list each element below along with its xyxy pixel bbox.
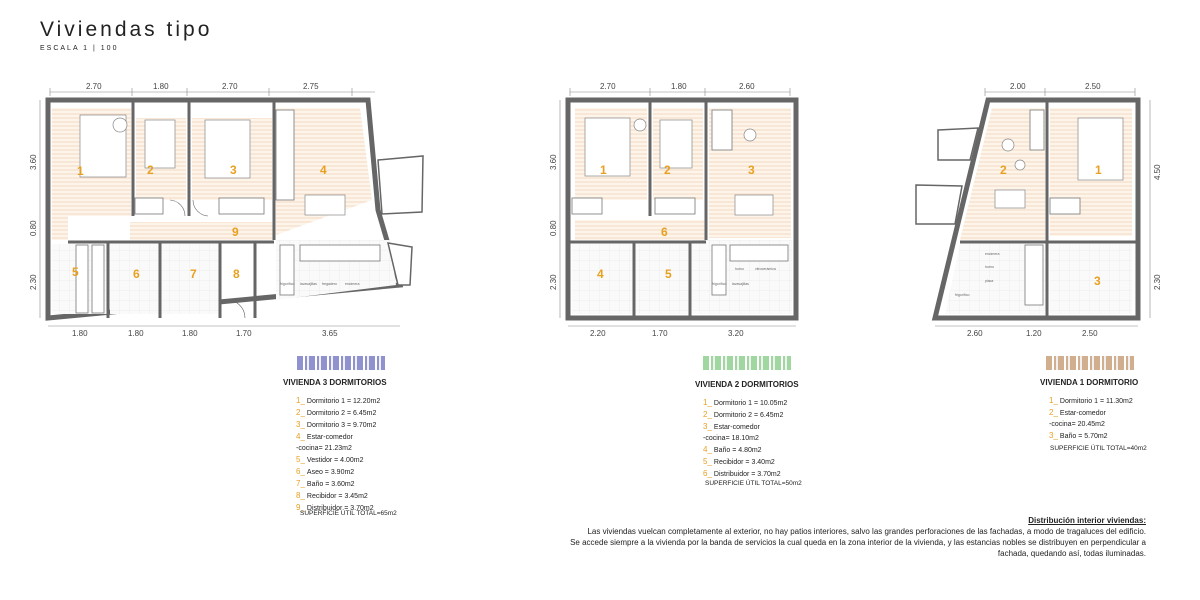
room-number: 2 (1000, 163, 1007, 177)
legend-number: 2_ (703, 410, 712, 419)
kitchen-label: lavavajillas (732, 282, 749, 286)
legend-text: Vestidor = 4.00m2 (306, 457, 364, 464)
room-number: 6 (661, 225, 668, 239)
legend-item (703, 444, 787, 456)
kitchen-label: placa (985, 279, 994, 283)
plan2-top-dim: 1.80 (671, 82, 687, 91)
legend-text: Dormitorio 2 = 6.45m2 (306, 410, 377, 417)
plan-2-dormitorios (549, 82, 796, 338)
plan2-room-list (703, 397, 787, 480)
plan2-top-dim: 2.70 (600, 82, 616, 91)
plan1-top-dim: 1.80 (153, 82, 169, 91)
legend-item (703, 421, 787, 444)
legend-item (1049, 407, 1133, 430)
plan2-side-dim: 2.30 (549, 274, 558, 290)
plan1-side-dim: 3.60 (29, 154, 38, 170)
legend-number: 2_ (1049, 408, 1058, 417)
kitchen-label: lavavajillas (300, 282, 317, 286)
room-number: 1 (1095, 163, 1102, 177)
legend-number: 6_ (296, 467, 305, 476)
legend-item (296, 431, 380, 454)
legend-item (296, 490, 380, 502)
legend-number: 4_ (296, 432, 305, 441)
plan1-side-dim: 0.80 (29, 220, 38, 236)
legend-number: 2_ (296, 408, 305, 417)
plan1-top-dim: 2.70 (222, 82, 238, 91)
legend-number: 6_ (703, 469, 712, 478)
plan2-side-dim: 3.60 (549, 154, 558, 170)
kitchen-label: fregadero (322, 282, 337, 286)
kitchen-label: frigorífico (712, 282, 727, 286)
plan-1-dormitorio (916, 82, 1162, 338)
room-number: 7 (190, 267, 197, 281)
kitchen-label: horno (735, 267, 744, 271)
legend-number: 1_ (1049, 396, 1058, 405)
kitchen-label: encimera (345, 282, 360, 286)
plan1-bottom-dim: 1.80 (128, 329, 144, 338)
plan2-bottom-dim: 1.70 (652, 329, 668, 338)
plan3-top-dim: 2.50 (1085, 82, 1101, 91)
legend-text: Baño = 5.70m2 (1059, 433, 1108, 440)
room-number: 8 (233, 267, 240, 281)
room-number: 4 (320, 163, 327, 177)
plan2-title: VIVIENDA 2 DORMITORIOS (695, 380, 799, 389)
legend-number: 4_ (703, 445, 712, 454)
legend-item (296, 419, 380, 431)
legend-text: Dormitorio 2 = 6.45m2 (713, 412, 784, 419)
plan3-side-dim: 2.30 (1153, 274, 1162, 290)
room-number: 6 (133, 267, 140, 281)
room-number: 1 (77, 164, 84, 178)
plan1-bottom-dim: 1.80 (182, 329, 198, 338)
plan2-top-dim: 2.60 (739, 82, 755, 91)
legend-text: Dormitorio 3 = 9.70m2 (306, 422, 377, 429)
legend-text: Aseo = 3.90m2 (306, 469, 355, 476)
legend-swatch (1046, 356, 1134, 370)
legend-item (1049, 395, 1133, 407)
legend-text: Estar-comedor -cocina= 18.10m2 (703, 424, 760, 442)
plan3-top-dim: 2.00 (1010, 82, 1026, 91)
room-number: 4 (597, 267, 604, 281)
plan3-room-list (1049, 395, 1133, 442)
legend-text: Dormitorio 1 = 11.30m2 (1059, 398, 1133, 405)
plan2-bottom-dim: 3.20 (728, 329, 744, 338)
legend-number: 1_ (703, 398, 712, 407)
legend-text: Distribuidor = 3.70m2 (306, 505, 374, 512)
legend-number: 3_ (1049, 431, 1058, 440)
plan1-top-dim: 2.70 (86, 82, 102, 91)
legend-number: 1_ (296, 396, 305, 405)
legend-text: Estar-comedor -cocina= 21.23m2 (296, 434, 353, 452)
legend-item (1049, 430, 1133, 442)
plan1-side-dim: 2.30 (29, 274, 38, 290)
distribution-description (546, 515, 1146, 559)
plan3-side-dim: 4.50 (1153, 164, 1162, 180)
legend-text: Distribuidor = 3.70m2 (713, 471, 781, 478)
plan3-bottom-dim: 2.50 (1082, 329, 1098, 338)
room-number: 2 (147, 163, 154, 177)
plan1-title: VIVIENDA 3 DORMITORIOS (283, 378, 387, 387)
legend-item (703, 456, 787, 468)
legend-item (296, 478, 380, 490)
plan1-top-dim: 2.75 (303, 82, 319, 91)
description-paragraph-2: Se accede siempre a la vivienda por la banda de servicios la cual queda en la zona interior de la vivienda, y las estancias nobles se distribuyen en perpendicular a fachada, quedando así, todas iluminadas. (570, 538, 1146, 558)
legend-swatch (297, 356, 385, 370)
room-number: 3 (230, 163, 237, 177)
scale-label: ESCALA 1 | 100 (40, 45, 119, 52)
room-number: 5 (72, 265, 79, 279)
plan3-total: SUPERFICIE ÚTIL TOTAL=40m2 (1050, 445, 1147, 452)
legend-item (703, 468, 787, 480)
plan2-bottom-dim: 2.20 (590, 329, 606, 338)
description-heading: Distribución interior viviendas: (1028, 516, 1146, 525)
legend-item (703, 409, 787, 421)
legend-number: 5_ (296, 455, 305, 464)
legend-number: 7_ (296, 479, 305, 488)
plan3-title: VIVIENDA 1 DORMITORIO (1040, 378, 1139, 387)
legend-text: Baño = 4.80m2 (713, 447, 762, 454)
plan2-side-dim: 0.80 (549, 220, 558, 236)
room-number: 1 (600, 163, 607, 177)
room-number: 2 (664, 163, 671, 177)
room-number: 3 (748, 163, 755, 177)
legend-text: Dormitorio 1 = 12.20m2 (306, 398, 381, 405)
legend-text: Dormitorio 1 = 10.05m2 (713, 400, 788, 407)
plan1-room-list (296, 395, 380, 514)
room-number: 3 (1094, 274, 1101, 288)
legend-item (296, 395, 380, 407)
plan1-bottom-dim: 1.70 (236, 329, 252, 338)
kitchen-label: encimera (985, 252, 1000, 256)
kitchen-label: frigorífico (280, 282, 295, 286)
legend-swatch (703, 356, 791, 370)
legend-number: 5_ (703, 457, 712, 466)
plan1-bottom-dim: 1.80 (72, 329, 88, 338)
legend-text: Recibidor = 3.45m2 (306, 493, 368, 500)
legend-number: 3_ (703, 422, 712, 431)
kitchen-label: frigorífico (955, 293, 970, 297)
legend-number: 3_ (296, 420, 305, 429)
legend-item (296, 407, 380, 419)
plan-3-dormitorios (29, 82, 423, 338)
legend-number: 9_ (296, 503, 305, 512)
room-number: 9 (232, 225, 239, 239)
plan3-bottom-dim: 1.20 (1026, 329, 1042, 338)
legend-item (703, 397, 787, 409)
plan1-bottom-dim: 3.65 (322, 329, 338, 338)
plan3-bottom-dim: 2.60 (967, 329, 983, 338)
legend-item (296, 454, 380, 466)
legend-text: Recibidor = 3.40m2 (713, 459, 775, 466)
page-title: Viviendas tipo (40, 18, 213, 41)
legend-text: Estar-comedor -cocina= 20.45m2 (1049, 410, 1106, 428)
room-number: 5 (665, 267, 672, 281)
description-paragraph-1: Las viviendas vuelcan completamente al exterior, no hay patios interiores, salvo las grandes perforaciones de las fachadas, a modo de tragaluces del edificio. (587, 527, 1146, 536)
plan2-total: SUPERFICIE ÚTIL TOTAL=50m2 (705, 480, 802, 487)
kitchen-label: horno (985, 265, 994, 269)
plan1-total: SUPERFICIE ÚTIL TOTAL=65m2 (300, 510, 397, 517)
legend-number: 8_ (296, 491, 305, 500)
legend-item (296, 466, 380, 478)
legend-text: Baño = 3.60m2 (306, 481, 355, 488)
kitchen-label: vitrocerámica (755, 267, 776, 271)
